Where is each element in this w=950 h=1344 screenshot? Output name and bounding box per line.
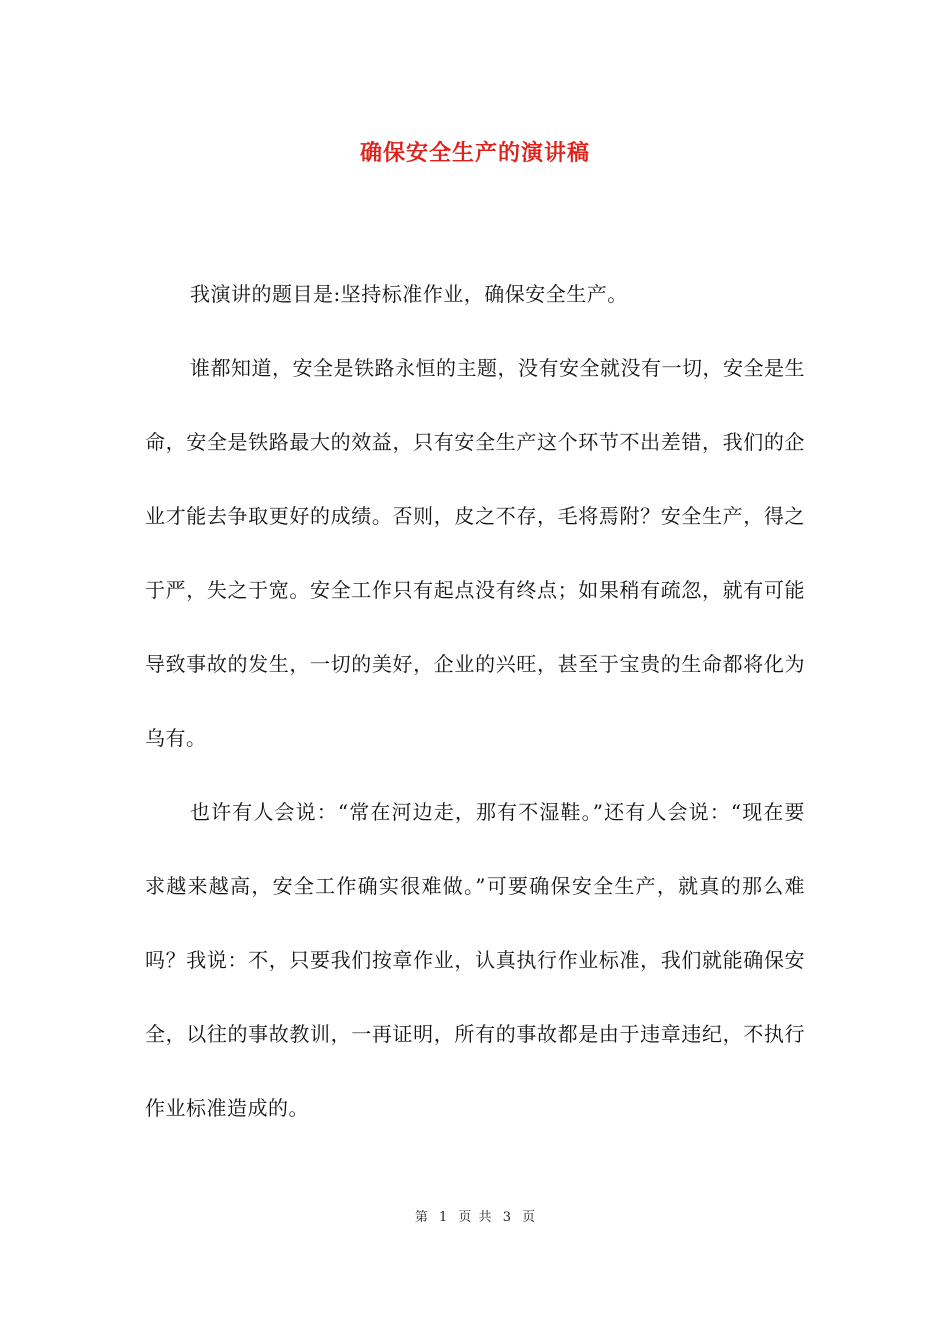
document-title: 确保安全生产的演讲稿 <box>359 140 590 166</box>
footer-prefix: 第 <box>414 1210 428 1225</box>
page-footer <box>0 1206 950 1225</box>
footer-current-page: 1 <box>439 1210 448 1225</box>
paragraph-standard-operation: 也许有人会说：“常在河边走，那有不湿鞋。”还有人会说：“现在要求越来越高，安全工作确实很难做。”可要确保安全生产，就真的那么难吗？我说：不，只要我们按章作业，认真执行作业标准，我们就能确保安全，以往的事故教训，一再证明，所有的事故都是由于违章违纪，不执行作业标准造成的。 <box>145 800 805 1120</box>
paragraph-safety-importance: 谁都知道，安全是铁路永恒的主题，没有安全就没有一切，安全是生命，安全是铁路最大的效益，只有安全生产这个环节不出差错，我们的企业才能去争取更好的成绩。否则，皮之不存，毛将焉附？安全生产，得之于严，失之于宽。安全工作只有起点没有终点；如果稍有疏忽，就有可能导致事故的发生，一切的美好，企业的兴旺，甚至于宝贵的生命都将化为乌有。 <box>145 356 805 750</box>
footer-mid: 页 共 <box>458 1210 492 1225</box>
paragraph-topic: 我演讲的题目是:坚持标准作业，确保安全生产。 <box>190 282 628 306</box>
footer-suffix: 页 <box>522 1210 536 1225</box>
footer-total-pages: 3 <box>502 1210 511 1225</box>
